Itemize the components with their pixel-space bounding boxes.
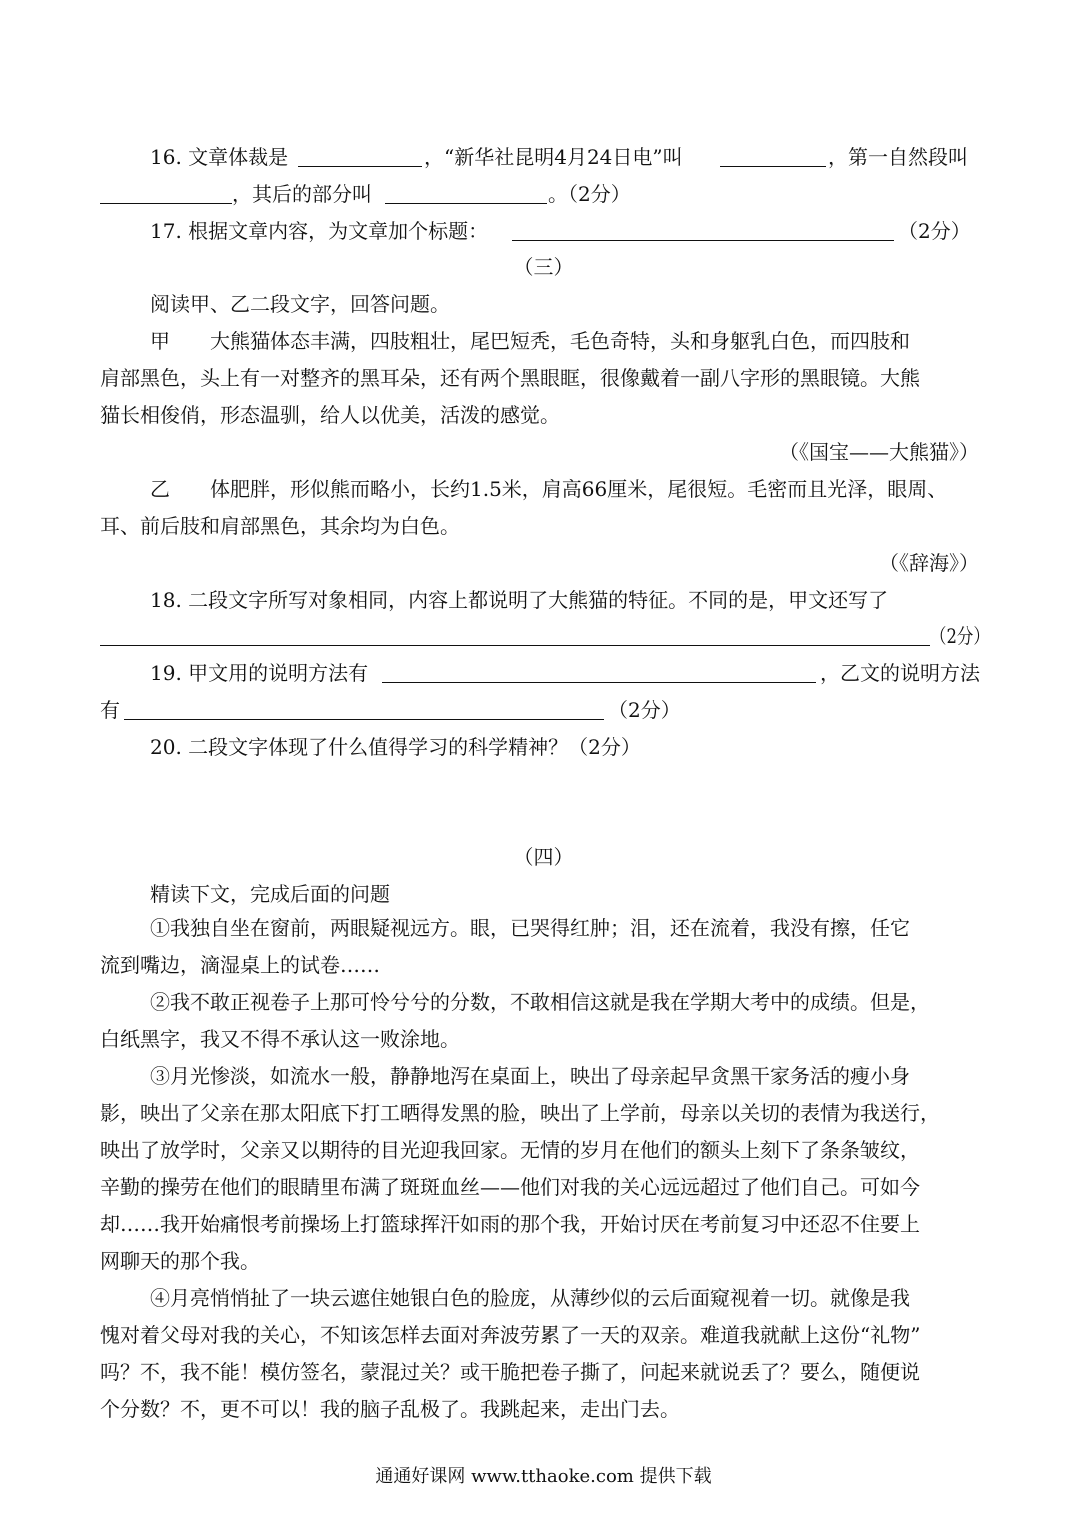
q19-blank-1[interactable] — [382, 682, 816, 683]
q18-blank[interactable] — [100, 645, 930, 646]
paragraph-2-line: ②我不敢正视卷子上那可怜兮兮的分数，不敢相信这就是我在学期大考中的成绩。但是， — [150, 990, 930, 1014]
q19-text-a: 19. 甲文用的说明方法有 — [150, 661, 369, 685]
passage-yi-line: 耳、前后肢和肩部黑色，其余均为白色。 — [100, 514, 460, 538]
paragraph-4-line: 个分数？不，更不可以！我的脑子乱极了。我跳起来，走出门去。 — [100, 1397, 680, 1421]
section-3-heading: （三） — [513, 255, 574, 279]
q18-score: （2分） — [930, 624, 990, 648]
q19-text-b: ，乙文的说明方法 — [820, 661, 980, 685]
passage-jia-line: 猫长相俊俏，形态温驯，给人以优美，活泼的感觉。 — [100, 403, 560, 427]
paragraph-1-line: 流到嘴边，滴湿桌上的试卷…… — [100, 953, 380, 977]
paragraph-2-line: 白纸黑字，我又不得不承认这一败涂地。 — [100, 1027, 460, 1051]
paragraph-4-line: 愧对着父母对我的关心，不知该怎样去面对奔波劳累了一天的双亲。难道我就献上这份“礼物” — [100, 1323, 921, 1347]
q16-text-e: 。（2分） — [548, 182, 631, 206]
paragraph-1-line: ①我独自坐在窗前，两眼疑视远方。眼，已哭得红肿；泪，还在流着，我没有擦，任它 — [150, 916, 910, 940]
q17-score: （2分） — [898, 219, 971, 243]
q16-blank-1[interactable] — [298, 166, 422, 167]
q19-score: （2分） — [608, 698, 681, 722]
passage-yi-line: 乙 体肥胖，形似熊而略小，长约1.5米，肩高66厘米，尾很短。毛密而且光泽，眼周、 — [150, 477, 948, 501]
page-footer: 通通好课网 www.tthaoke.com 提供下载 — [375, 1466, 712, 1487]
paragraph-3-line: 映出了放学时，父亲又以期待的目光迎我回家。无情的岁月在他们的额头上刻下了条条皱纹， — [100, 1138, 920, 1162]
q16-blank-2[interactable] — [720, 166, 826, 167]
paragraph-4-line: ④月亮悄悄扯了一块云遮住她银白色的脸庞，从薄纱似的云后面窥视着一切。就像是我 — [150, 1286, 910, 1310]
passage-jia-source: （《国宝——大熊猫》） — [779, 440, 979, 464]
section-3-intro: 阅读甲、乙二段文字，回答问题。 — [150, 292, 450, 316]
q17-blank[interactable] — [512, 240, 894, 241]
q19-blank-2[interactable] — [124, 719, 604, 720]
q16-text-b: ，“新华社昆明4月24日电”叫 — [424, 145, 683, 169]
paragraph-3-line: 网聊天的那个我。 — [100, 1249, 260, 1273]
passage-jia-line: 甲 大熊猫体态丰满，四肢粗壮，尾巴短秃，毛色奇特，头和身躯乳白色，而四肢和 — [150, 329, 910, 353]
q19-text-c: 有 — [100, 698, 120, 722]
q16-blank-4[interactable] — [385, 203, 547, 204]
paragraph-4-line: 吗？不，我不能！模仿签名，蒙混过关？或干脆把卷子撕了，问起来就说丢了？要么，随便说 — [100, 1360, 920, 1384]
passage-yi-source: （《辞海》） — [879, 551, 979, 575]
q16-text-c: ，第一自然段叫 — [828, 145, 968, 169]
q17-text: 17. 根据文章内容，为文章加个标题： — [150, 219, 489, 243]
q16-text-d: ，其后的部分叫 — [232, 182, 372, 206]
section-4-intro: 精读下文，完成后面的问题 — [150, 882, 390, 906]
q16-text-a: 16. 文章体裁是 — [150, 145, 289, 169]
section-4-heading: （四） — [513, 845, 574, 869]
paragraph-3-line: 却……我开始痛恨考前操场上打篮球挥汗如雨的那个我，开始讨厌在考前复习中还忍不住要上 — [100, 1212, 920, 1236]
q18-text: 18. 二段文字所写对象相同，内容上都说明了大熊猫的特征。不同的是，甲文还写了 — [150, 588, 889, 612]
paragraph-3-line: ③月光惨淡，如流水一般，静静地泻在桌面上，映出了母亲起早贪黑干家务活的瘦小身 — [150, 1064, 910, 1088]
passage-jia-line: 肩部黑色，头上有一对整齐的黑耳朵，还有两个黑眼眶，很像戴着一副八字形的黑眼镜。大熊 — [100, 366, 920, 390]
paragraph-3-line: 辛勤的操劳在他们的眼睛里布满了斑斑血丝——他们对我的关心远远超过了他们自己。可如今 — [100, 1175, 920, 1199]
q20-text: 20. 二段文字体现了什么值得学习的科学精神？（2分） — [150, 735, 641, 759]
q16-blank-3[interactable] — [100, 203, 232, 204]
paragraph-3-line: 影，映出了父亲在那太阳底下打工晒得发黑的脸，映出了上学前，母亲以关切的表情为我送行， — [100, 1101, 940, 1125]
